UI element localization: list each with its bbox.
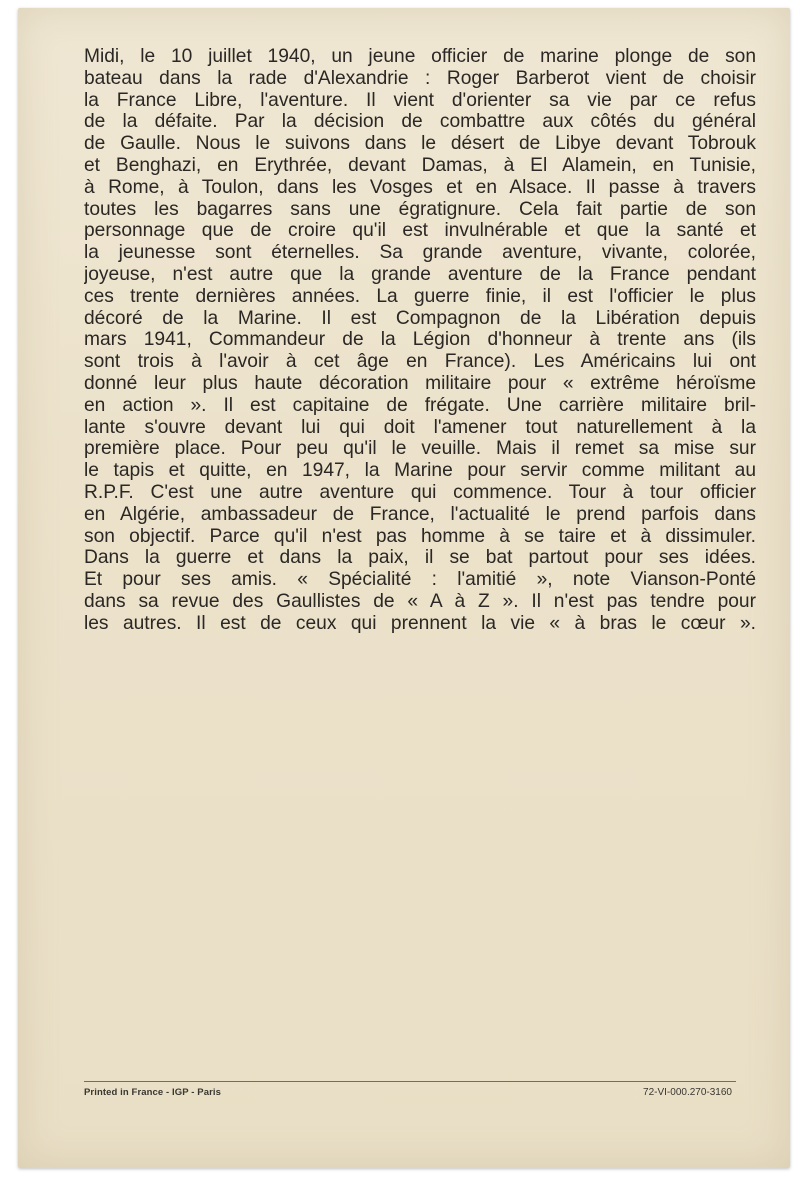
blurb-line: bateau dans la rade d'Alexandrie : Roger Barberot vient de choisir: [84, 67, 756, 89]
blurb-line: en action ». Il est capitaine de frégate. Une carrière militaire bril-: [84, 394, 756, 416]
blurb-line: la France Libre, l'aventure. Il vient d'orienter sa vie par ce refus: [84, 89, 756, 111]
blurb-line: joyeuse, n'est autre que la grande aventure de la France pendant: [84, 263, 756, 285]
blurb-line: sont trois à l'avoir à cet âge en France). Les Américains lui ont: [84, 351, 756, 373]
blurb-line: son objectif. Parce qu'il n'est pas homme à se taire et à dissimuler.: [84, 525, 756, 547]
blurb-line: à Rome, à Toulon, dans les Vosges et en Alsace. Il passe à travers: [84, 176, 756, 198]
blurb-line: de Gaulle. Nous le suivons dans le désert de Libye devant Tobrouk: [84, 133, 756, 155]
blurb-line: donné leur plus haute décoration militaire pour « extrême héroïsme: [84, 372, 756, 394]
blurb-line: personnage que de croire qu'il est invulnérable et que la santé et: [84, 220, 756, 242]
blurb-line: en Algérie, ambassadeur de France, l'actualité le prend parfois dans: [84, 503, 756, 525]
blurb-line: lante s'ouvre devant lui qui doit l'amener tout naturellement à la: [84, 416, 756, 438]
blurb-line: toutes les bagarres sans une égratignure. Cela fait partie de son: [84, 198, 756, 220]
blurb-line: décoré de la Marine. Il est Compagnon de la Libération depuis: [84, 307, 756, 329]
blurb-line: la jeunesse sont éternelles. Sa grande aventure, vivante, colorée,: [84, 242, 756, 264]
blurb-line: Dans la guerre et dans la paix, il se bat partout pour ses idées.: [84, 547, 756, 569]
blurb-line: ces trente dernières années. La guerre finie, il est l'officier le plus: [84, 285, 756, 307]
blurb-line: mars 1941, Commandeur de la Légion d'honneur à trente ans (ils: [84, 329, 756, 351]
printer-imprint: Printed in France - IGP - Paris: [84, 1087, 222, 1098]
blurb-line: le tapis et quitte, en 1947, la Marine pour servir comme militant au: [84, 460, 756, 482]
blurb-line: R.P.F. C'est une autre aventure qui commence. Tour à tour officier: [84, 481, 756, 503]
blurb-text: [84, 46, 756, 635]
catalog-code: 72-VI-000.270-3160: [643, 1087, 732, 1098]
blurb-line: de la défaite. Par la décision de combattre aux côtés du général: [84, 111, 756, 133]
blurb-line: Midi, le 10 juillet 1940, un jeune officier de marine plonge de son: [84, 46, 756, 67]
blurb-line: les autres. Il est de ceux qui prennent la vie « à bras le cœur ».: [84, 612, 756, 634]
blurb-line: première place. Pour peu qu'il le veuille. Mais il remet sa mise sur: [84, 438, 756, 460]
blurb-line: dans sa revue des Gaullistes de « A à Z ». Il n'est pas tendre pour: [84, 590, 756, 612]
footer-rule: [84, 1081, 736, 1082]
blurb-line: et Benghazi, en Erythrée, devant Damas, à El Alamein, en Tunisie,: [84, 154, 756, 176]
blurb-line: Et pour ses amis. « Spécialité : l'amitié », note Vianson-Ponté: [84, 569, 756, 591]
